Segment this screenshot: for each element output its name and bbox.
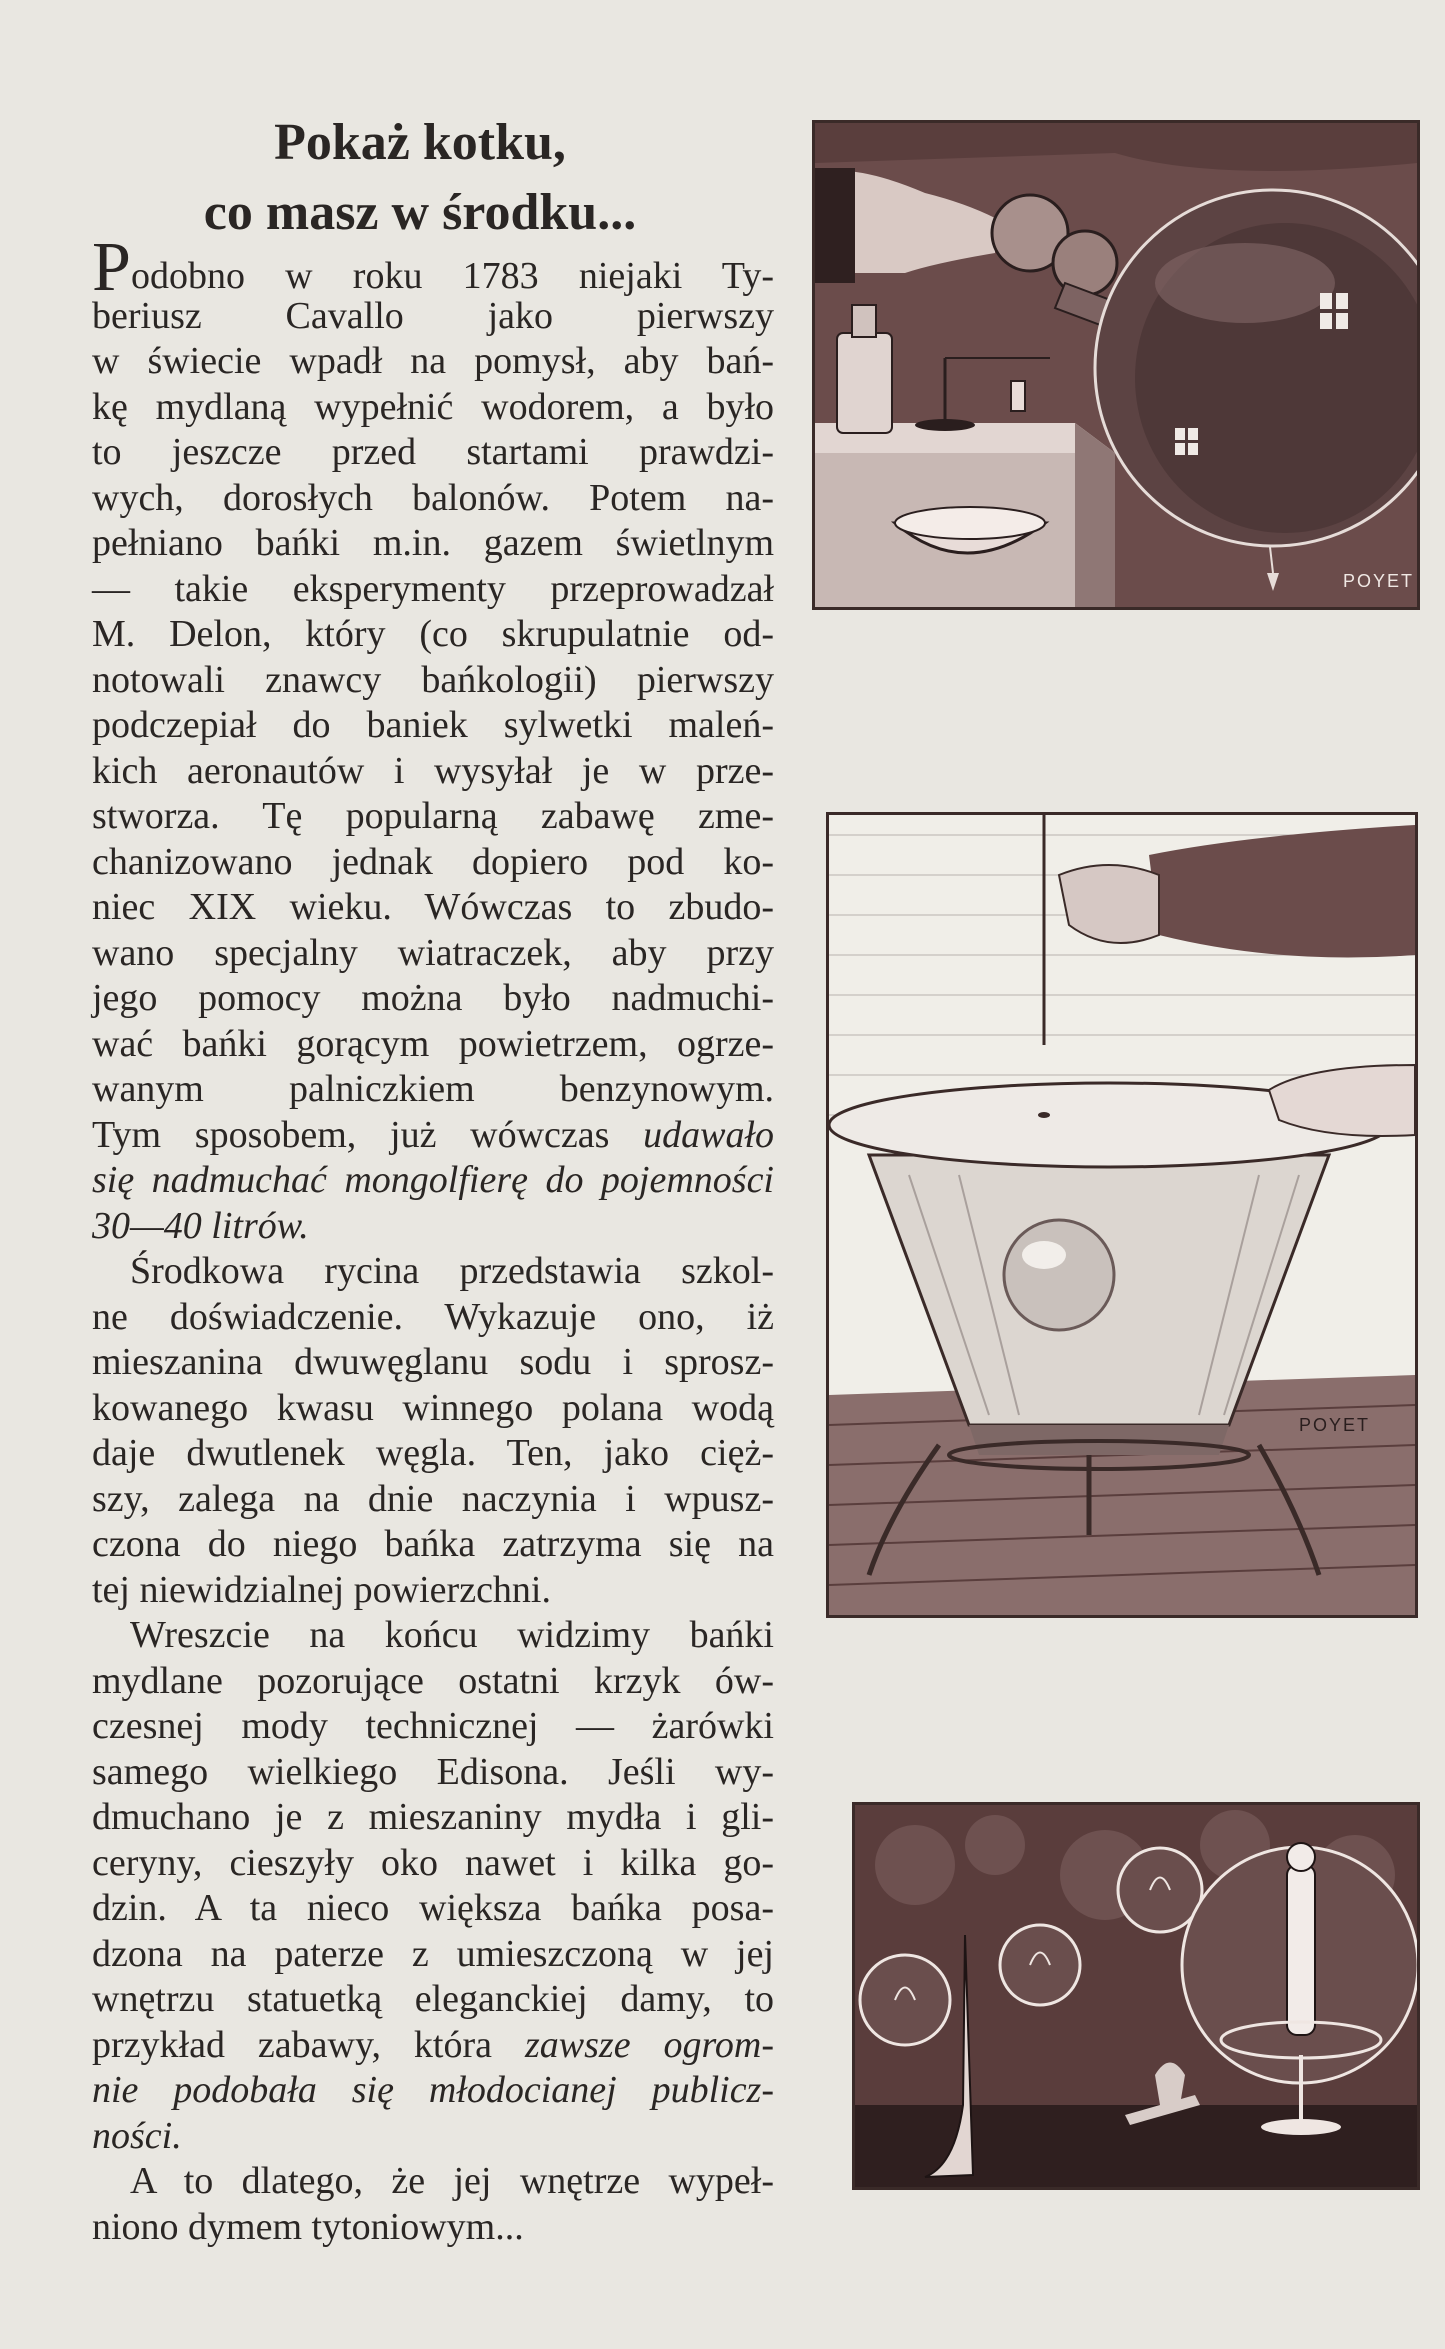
paragraph-1 <box>92 229 775 1249</box>
text-line: niono dymem tytoniowym... <box>92 2205 524 2248</box>
bulbs-illustration <box>855 1805 1417 2187</box>
text-line: dmuchano je z mieszaniny mydła i gli- <box>92 1796 774 1838</box>
text-line: Środkowa rycina przedstawia szkol- <box>130 1250 774 1292</box>
paragraph-4 <box>92 2159 774 2250</box>
text-line: beriusz Cavallo jako pierwszy <box>92 294 774 337</box>
text-line: chanizowano jednak dopiero pod ko- <box>92 840 774 883</box>
text-line: wych, dorosłych balonów. Potem na- <box>92 476 774 519</box>
text-line: jego pomocy można było nadmuchi- <box>92 977 774 1019</box>
text-line: kę mydlaną wypełnić wodorem, a było <box>92 385 774 428</box>
text-line: Tym sposobem, już wówczas udawało <box>92 1113 775 1156</box>
text-line: A to dlatego, że jej wnętrze wypeł- <box>130 2160 774 2202</box>
text-line: nie podobała się młodocianej publicz- <box>92 2069 774 2111</box>
text-line: ne doświadczenie. Wykazuje ono, iż <box>92 1295 774 1338</box>
paragraph-3 <box>92 1613 774 2159</box>
text-line: wnętrzu statuetką eleganckiej damy, to <box>92 1978 774 2020</box>
text-line: mieszanina dwuwęglanu sodu i sprosz- <box>92 1341 774 1383</box>
drop-cap: P <box>92 229 131 306</box>
paragraph-2 <box>92 1249 774 1613</box>
text-line: samego wielkiego Edisona. Jeśli wy- <box>92 1750 774 1793</box>
text-line: szy, zalega na dnie naczynia i wpusz- <box>92 1477 774 1520</box>
text-line: wano specjalny wiatraczek, aby przy <box>92 931 774 974</box>
title-line-1: Pokaż kotku, <box>274 114 566 171</box>
artist-signature: POYET <box>1343 571 1415 591</box>
text-line: podczepiał do baniek sylwetki maleń- <box>92 704 774 746</box>
engraving-co2-experiment <box>826 812 1418 1618</box>
text-line: w świecie wpadł na pomysł, aby bań- <box>92 340 774 382</box>
text-line: się nadmuchać mongolfierę do pojemności <box>92 1159 774 1201</box>
text-line: ności. <box>92 2114 182 2157</box>
artist-signature: POYET <box>1299 1415 1371 1435</box>
text-line: M. Delon, który (co skrupulatnie od- <box>92 613 774 655</box>
engraving-bulb-bubbles <box>852 1802 1420 2190</box>
bubble-illustration <box>815 123 1417 607</box>
text-line: notowali znawcy bańkologii) pierwszy <box>92 658 774 701</box>
text-line: stworza. Tę popularną zabawę zme- <box>92 795 774 837</box>
text-line: czesnej mody technicznej — żarówki <box>92 1705 774 1747</box>
text-line: to jeszcze przed startami prawdzi- <box>92 431 774 473</box>
text-line: niec XIX wieku. Wówczas to zbudo- <box>92 886 774 928</box>
text-line: pełniano bańki m.in. gazem świetlnym <box>92 522 774 564</box>
text-line: dzona na paterze z umieszczoną w jej <box>92 1932 774 1975</box>
text-line: daje dwutlenek węgla. Ten, jako cięż- <box>92 1432 774 1474</box>
engraving-soap-bubble <box>812 120 1420 610</box>
text-line: Wreszcie na końcu widzimy bańki <box>130 1614 774 1656</box>
text-line: kowanego kwasu winnego polana wodą <box>92 1386 774 1429</box>
text-line: wać bańki gorącym powietrzem, ogrze- <box>92 1022 774 1065</box>
page-title <box>90 108 750 248</box>
text-line: — takie eksperymenty przeprowadzał <box>92 567 774 610</box>
text-line: ceryny, cieszyły oko nawet i kilka go- <box>92 1841 774 1884</box>
text-line: kich aeronautów i wysyłał je w prze- <box>92 749 774 792</box>
title-line-2: co masz w środku... <box>203 184 637 241</box>
text-line: czona do niego bańka zatrzyma się na <box>92 1523 774 1565</box>
text-line: Podobno w roku 1783 niejaki Ty- <box>92 229 774 306</box>
article-body <box>92 229 775 2250</box>
text-line: mydlane pozorujące ostatni krzyk ów- <box>92 1659 774 1702</box>
text-line: przykład zabawy, która zawsze ogrom- <box>92 2023 774 2066</box>
text-line: tej niewidzialnej powierzchni. <box>92 1568 551 1611</box>
text-line: wanym palniczkiem benzynowym. <box>92 1068 774 1110</box>
jar-illustration <box>829 815 1415 1615</box>
text-line: 30—40 litrów. <box>92 1204 309 1247</box>
text-line: dzin. A ta nieco większa bańka posa- <box>92 1887 774 1929</box>
